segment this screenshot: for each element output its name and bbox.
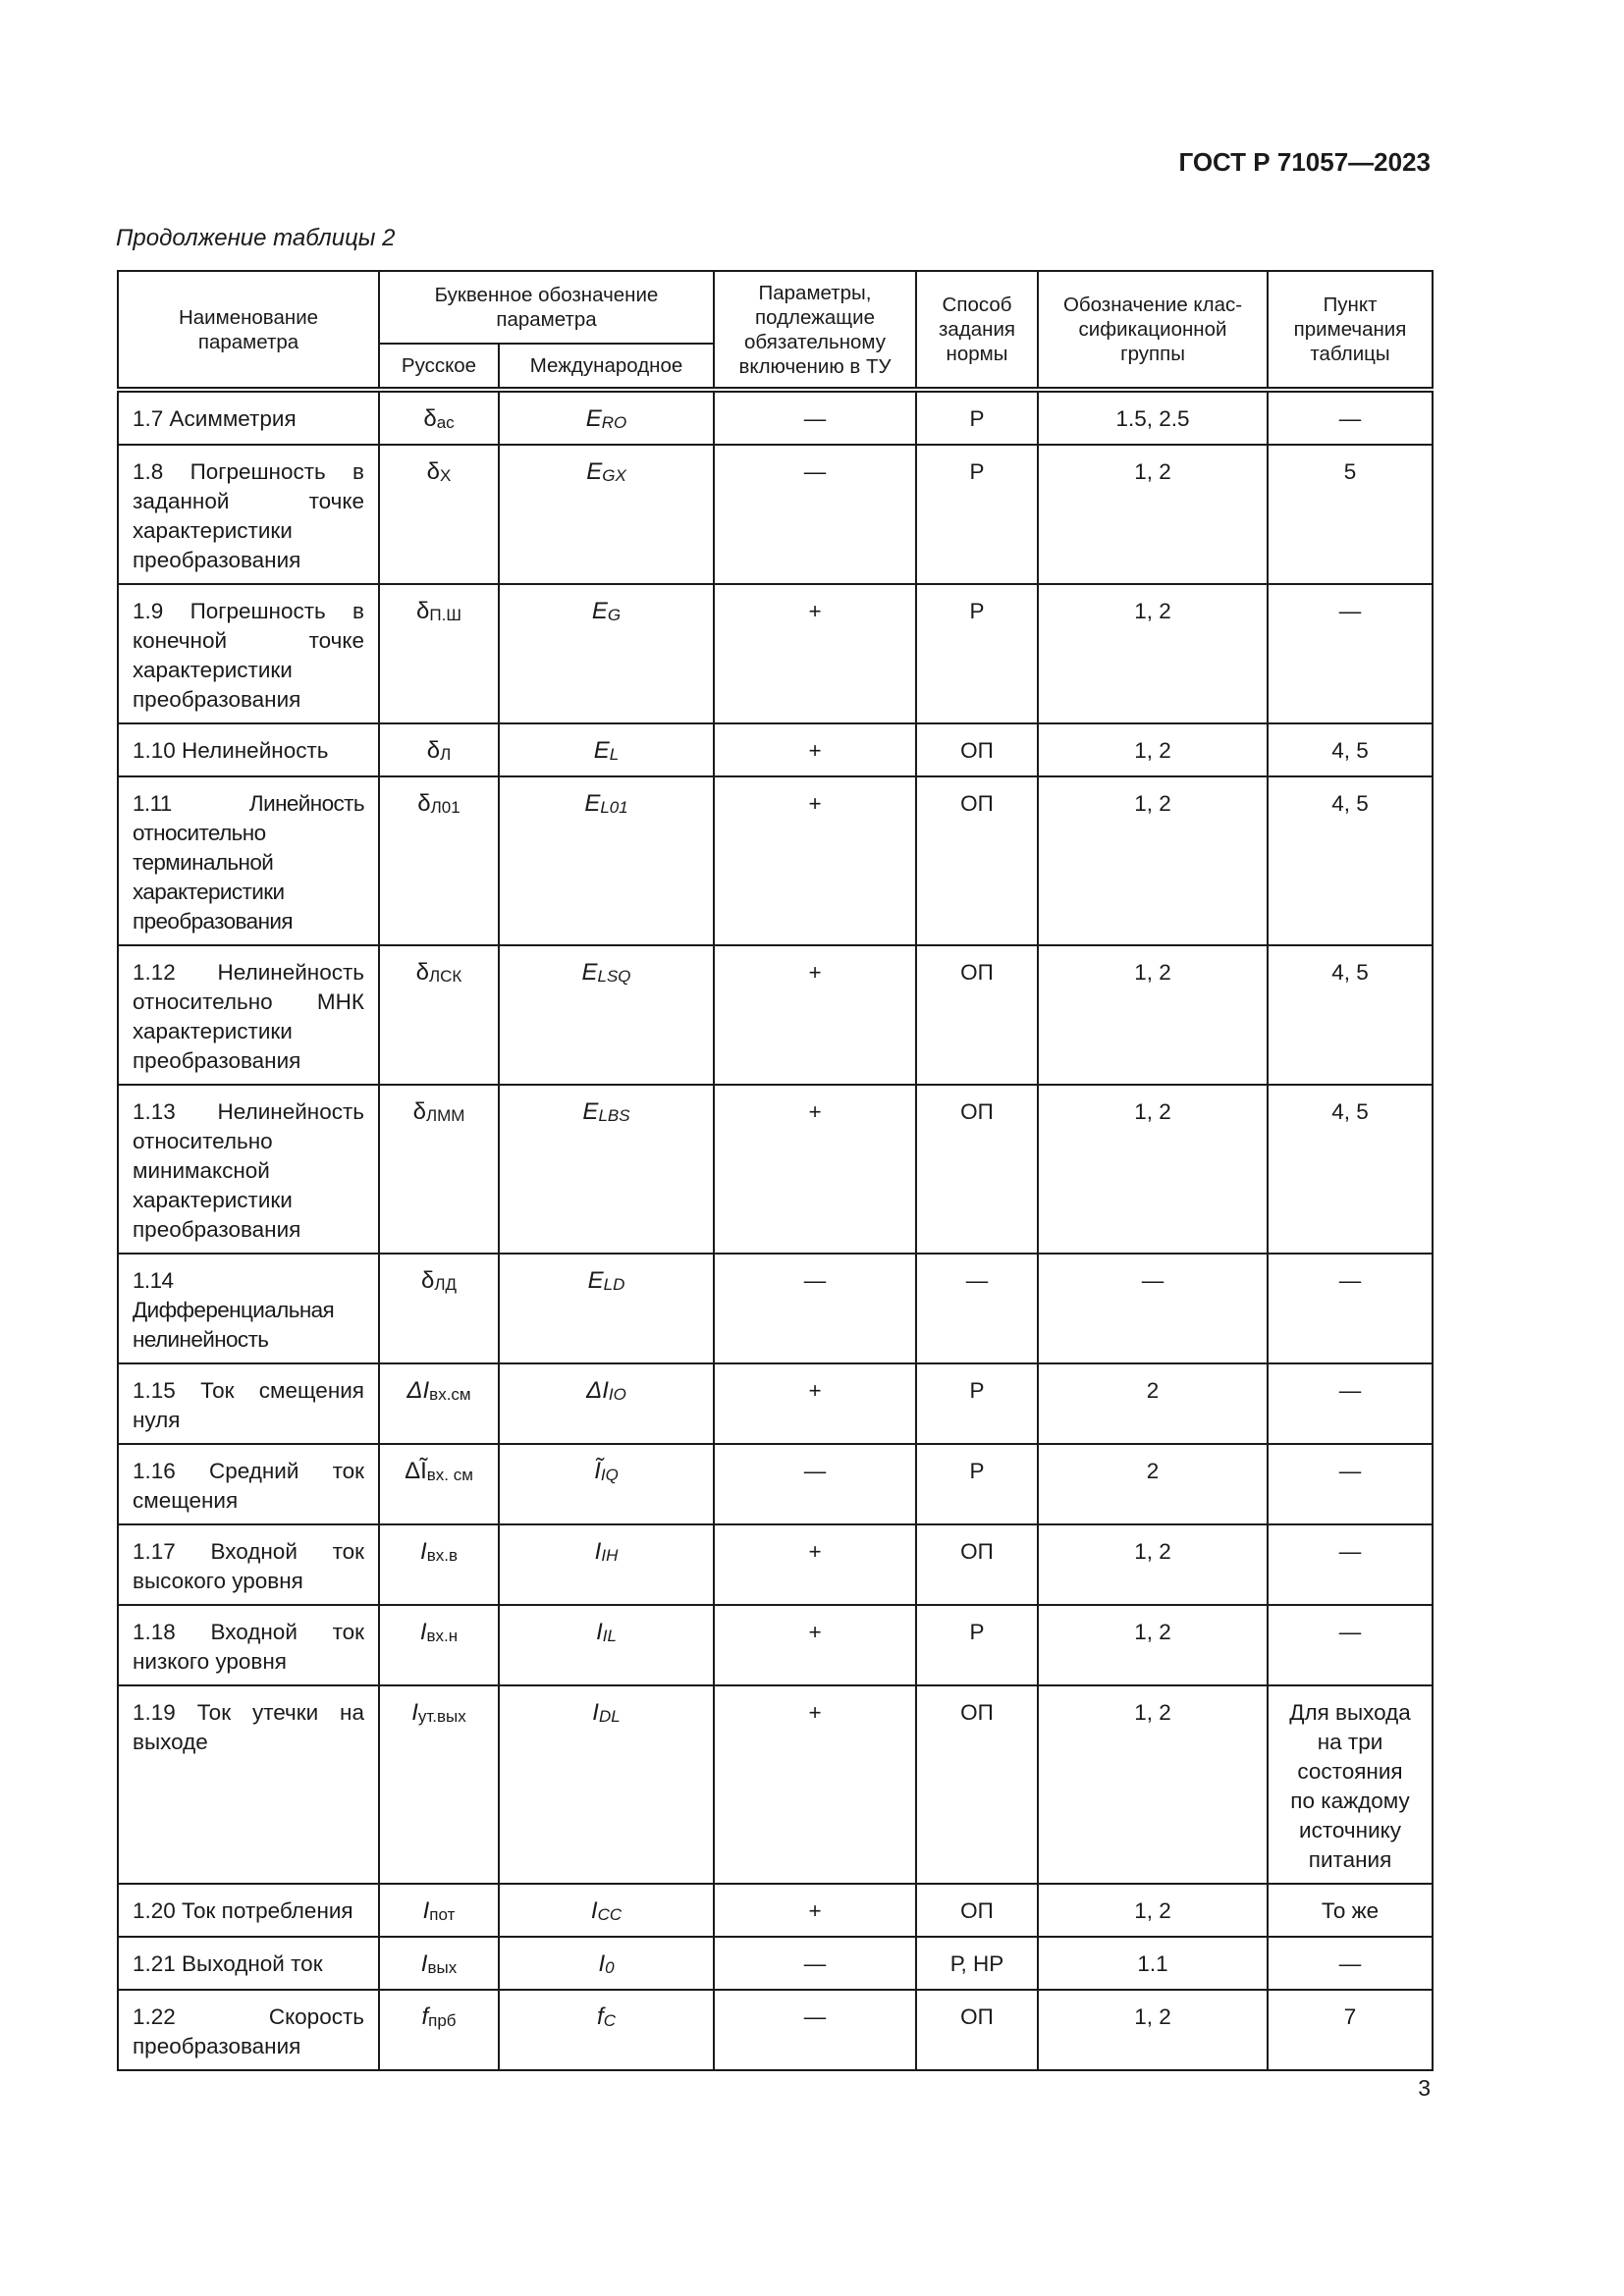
mandatory-flag: + [714,945,916,1085]
parameter-name: 1.20 Ток потребления [118,1884,379,1937]
international-symbol-base: Ĩ [594,1458,601,1484]
table-row [118,945,1433,1085]
international-symbol-base: E [582,1098,599,1125]
document-code: ГОСТ Р 71057—2023 [1178,147,1431,177]
class-group: — [1038,1254,1268,1363]
note-item: 4, 5 [1268,1085,1433,1254]
international-symbol-subscript: LD [603,1275,625,1294]
mandatory-flag: — [714,1990,916,2070]
russian-symbol-base: ΔI [406,1377,430,1404]
table-caption: Продолжение таблицы 2 [116,225,396,251]
international-symbol [499,723,714,776]
international-symbol-subscript: RO [601,413,627,432]
russian-symbol-base: I [411,1699,418,1726]
russian-symbol-subscript: ЛД [434,1275,458,1294]
russian-symbol-subscript: ЛСК [429,967,462,986]
russian-symbol [379,1685,499,1884]
parameter-name: 1.14 Дифференциальная нелинейность [118,1254,379,1363]
russian-symbol [379,776,499,945]
mandatory-flag: — [714,1254,916,1363]
russian-symbol-base: I [420,1538,427,1565]
russian-symbol-subscript: ас [436,413,455,432]
header-name: Наименование параметра [118,271,379,390]
table-row [118,1085,1433,1254]
header-international: Международное [499,344,714,390]
russian-symbol-subscript: вх. см [426,1466,473,1484]
norm-method: ОП [916,723,1038,776]
note-item: — [1268,1605,1433,1685]
table-row [118,445,1433,584]
parameter-name: 1.13 Нелинейность относительно минимаксной характеристики преобразования [118,1085,379,1254]
international-symbol-subscript: DL [598,1707,621,1726]
russian-symbol-subscript: Л01 [430,798,460,817]
international-symbol [499,1884,714,1937]
mandatory-flag: + [714,1605,916,1685]
note-item: — [1268,1937,1433,1990]
table-row [118,1685,1433,1884]
table-row [118,1605,1433,1685]
international-symbol [499,445,714,584]
header-note-item: Пункт примечания таблицы [1268,271,1433,390]
international-symbol-base: E [585,405,602,432]
norm-method: Р [916,1363,1038,1444]
international-symbol [499,1444,714,1524]
international-symbol [499,1085,714,1254]
note-item: То же [1268,1884,1433,1937]
class-group: 1.1 [1038,1937,1268,1990]
class-group: 1.5, 2.5 [1038,390,1268,445]
international-symbol-subscript: IQ [600,1466,619,1484]
norm-method: ОП [916,945,1038,1085]
russian-symbol [379,1085,499,1254]
russian-symbol [379,1605,499,1685]
norm-method: ОП [916,1524,1038,1605]
note-item: — [1268,1254,1433,1363]
russian-symbol [379,1524,499,1605]
note-item: — [1268,584,1433,723]
class-group: 1, 2 [1038,945,1268,1085]
international-symbol-subscript: GX [602,466,626,485]
russian-symbol-base: δ [423,405,437,432]
class-group: 1, 2 [1038,1990,1268,2070]
table-row [118,1254,1433,1363]
class-group: 1, 2 [1038,584,1268,723]
class-group: 2 [1038,1363,1268,1444]
table-row [118,1937,1433,1990]
mandatory-flag: — [714,445,916,584]
table-row [118,1363,1433,1444]
international-symbol-subscript: G [607,606,622,624]
class-group: 2 [1038,1444,1268,1524]
norm-method: Р [916,1605,1038,1685]
parameter-name: 1.10 Нелинейность [118,723,379,776]
russian-symbol-subscript: ут.вых [417,1707,466,1726]
russian-symbol-subscript: П.Ш [429,606,461,624]
mandatory-flag: + [714,1884,916,1937]
norm-method: Р [916,584,1038,723]
international-symbol [499,776,714,945]
international-symbol-base: ΔI [586,1377,609,1404]
norm-method: Р [916,1444,1038,1524]
table-row [118,390,1433,445]
table-body [118,390,1433,2070]
class-group: 1, 2 [1038,1685,1268,1884]
parameter-name: 1.12 Нелинейность относительно МНК характеристики преобразования [118,945,379,1085]
note-item: 4, 5 [1268,723,1433,776]
class-group: 1, 2 [1038,776,1268,945]
parameter-name: 1.22 Скорость преобразования [118,1990,379,2070]
international-symbol-subscript: IO [608,1385,626,1404]
international-symbol-subscript: L01 [600,798,628,817]
russian-symbol [379,1363,499,1444]
parameter-name: 1.11 Линейность относительно терминальной характеристики преобразования [118,776,379,945]
note-item: Для выхода на три состояния по каждому источнику питания [1268,1685,1433,1884]
russian-symbol [379,945,499,1085]
international-symbol [499,945,714,1085]
russian-symbol-subscript: Л [440,745,452,764]
norm-method: Р [916,390,1038,445]
mandatory-flag: + [714,1085,916,1254]
note-item: 5 [1268,445,1433,584]
russian-symbol [379,1990,499,2070]
russian-symbol [379,723,499,776]
international-symbol-base: f [597,2003,604,2030]
class-group: 1, 2 [1038,1524,1268,1605]
russian-symbol-base: δ [415,959,429,986]
international-symbol [499,1363,714,1444]
note-item: 7 [1268,1990,1433,2070]
international-symbol-subscript: IH [601,1546,619,1565]
note-item: — [1268,1444,1433,1524]
mandatory-flag: + [714,723,916,776]
table-header [118,271,1433,390]
class-group: 1, 2 [1038,445,1268,584]
russian-symbol-base: δ [416,598,430,624]
international-symbol-base: E [587,1267,604,1294]
russian-symbol [379,390,499,445]
parameter-name: 1.9 Погрешность в конечной точке характеристики преобразования [118,584,379,723]
norm-method: ОП [916,1990,1038,2070]
table-row [118,1524,1433,1605]
parameter-name: 1.18 Входной ток низкого уровня [118,1605,379,1685]
international-symbol-subscript: CC [597,1905,623,1924]
note-item: — [1268,1524,1433,1605]
class-group: 1, 2 [1038,1884,1268,1937]
class-group: 1, 2 [1038,1085,1268,1254]
norm-method: ОП [916,1685,1038,1884]
parameter-name: 1.16 Средний ток смещения [118,1444,379,1524]
header-class-group: Обозначение клас-сификационной группы [1038,271,1268,390]
international-symbol [499,1685,714,1884]
parameter-name: 1.17 Входной ток высокого уровня [118,1524,379,1605]
international-symbol-base: E [591,598,608,624]
class-group: 1, 2 [1038,1605,1268,1685]
norm-method: Р [916,445,1038,584]
international-symbol-base: I [592,1699,599,1726]
mandatory-flag: + [714,1524,916,1605]
parameter-name: 1.15 Ток смещения нуля [118,1363,379,1444]
russian-symbol-base: ΔĨ [405,1458,427,1484]
international-symbol-base: I [596,1619,603,1645]
table-row [118,1444,1433,1524]
russian-symbol-base: δ [420,1267,435,1294]
international-symbol [499,584,714,723]
mandatory-flag: + [714,584,916,723]
note-item: 4, 5 [1268,945,1433,1085]
mandatory-flag: — [714,1937,916,1990]
international-symbol-base: I [598,1950,606,1977]
mandatory-flag: + [714,1685,916,1884]
parameter-name: 1.7 Асимметрия [118,390,379,445]
international-symbol [499,390,714,445]
russian-symbol [379,584,499,723]
parameters-table [117,270,1434,2071]
header-mandatory: Параметры, подлежащие обязательному включению в ТУ [714,271,916,390]
norm-method: Р, НР [916,1937,1038,1990]
russian-symbol [379,1444,499,1524]
international-symbol-subscript: IL [602,1627,617,1645]
parameter-name: 1.8 Погрешность в заданной точке характеристики преобразования [118,445,379,584]
mandatory-flag: + [714,776,916,945]
international-symbol [499,1605,714,1685]
russian-symbol-subscript: ЛММ [425,1106,465,1125]
russian-symbol-base: I [420,1950,428,1977]
norm-method: ОП [916,1884,1038,1937]
norm-method: ОП [916,776,1038,945]
russian-symbol-subscript: вх.см [429,1385,471,1404]
russian-symbol [379,1254,499,1363]
russian-symbol-base: δ [412,1098,426,1125]
table-row [118,1990,1433,2070]
table-row [118,1884,1433,1937]
russian-symbol-subscript: прб [428,2011,457,2030]
international-symbol-base: E [581,959,598,986]
table-row [118,776,1433,945]
parameter-name: 1.19 Ток утечки на выходе [118,1685,379,1884]
russian-symbol-subscript: вх.в [426,1546,458,1565]
table-row [118,723,1433,776]
norm-method: — [916,1254,1038,1363]
russian-symbol-subscript: вх.н [426,1627,459,1645]
mandatory-flag: + [714,1363,916,1444]
header-method: Способ задания нормы [916,271,1038,390]
norm-method: ОП [916,1085,1038,1254]
international-symbol-base: E [586,458,603,485]
russian-symbol-base: f [421,2003,429,2030]
international-symbol-subscript: LSQ [597,967,631,986]
russian-symbol-subscript: X [440,466,452,485]
international-symbol-subscript: LBS [598,1106,630,1125]
class-group: 1, 2 [1038,723,1268,776]
international-symbol-subscript: C [603,2011,616,2030]
parameter-name: 1.21 Выходной ток [118,1937,379,1990]
mandatory-flag: — [714,390,916,445]
russian-symbol-base: δ [426,458,440,485]
international-symbol-subscript: 0 [605,1958,615,1977]
international-symbol [499,1937,714,1990]
international-symbol [499,1524,714,1605]
russian-symbol-base: I [422,1897,430,1924]
russian-symbol-base: δ [417,790,431,817]
mandatory-flag: — [714,1444,916,1524]
russian-symbol [379,445,499,584]
table-row [118,584,1433,723]
note-item: — [1268,390,1433,445]
note-item: 4, 5 [1268,776,1433,945]
note-item: — [1268,1363,1433,1444]
russian-symbol-base: I [419,1619,427,1645]
russian-symbol-base: δ [426,737,441,764]
russian-symbol-subscript: пот [429,1905,456,1924]
international-symbol-base: I [590,1897,598,1924]
russian-symbol-subscript: вых [427,1958,458,1977]
international-symbol-base: I [594,1538,602,1565]
international-symbol-base: E [593,737,610,764]
international-symbol [499,1254,714,1363]
international-symbol [499,1990,714,2070]
international-symbol-base: E [584,790,601,817]
russian-symbol [379,1937,499,1990]
page-number: 3 [1418,2075,1431,2101]
international-symbol-subscript: L [609,745,620,764]
header-russian: Русское [379,344,499,390]
header-letter-designation: Буквенное обозначение параметра [379,271,714,344]
russian-symbol [379,1884,499,1937]
